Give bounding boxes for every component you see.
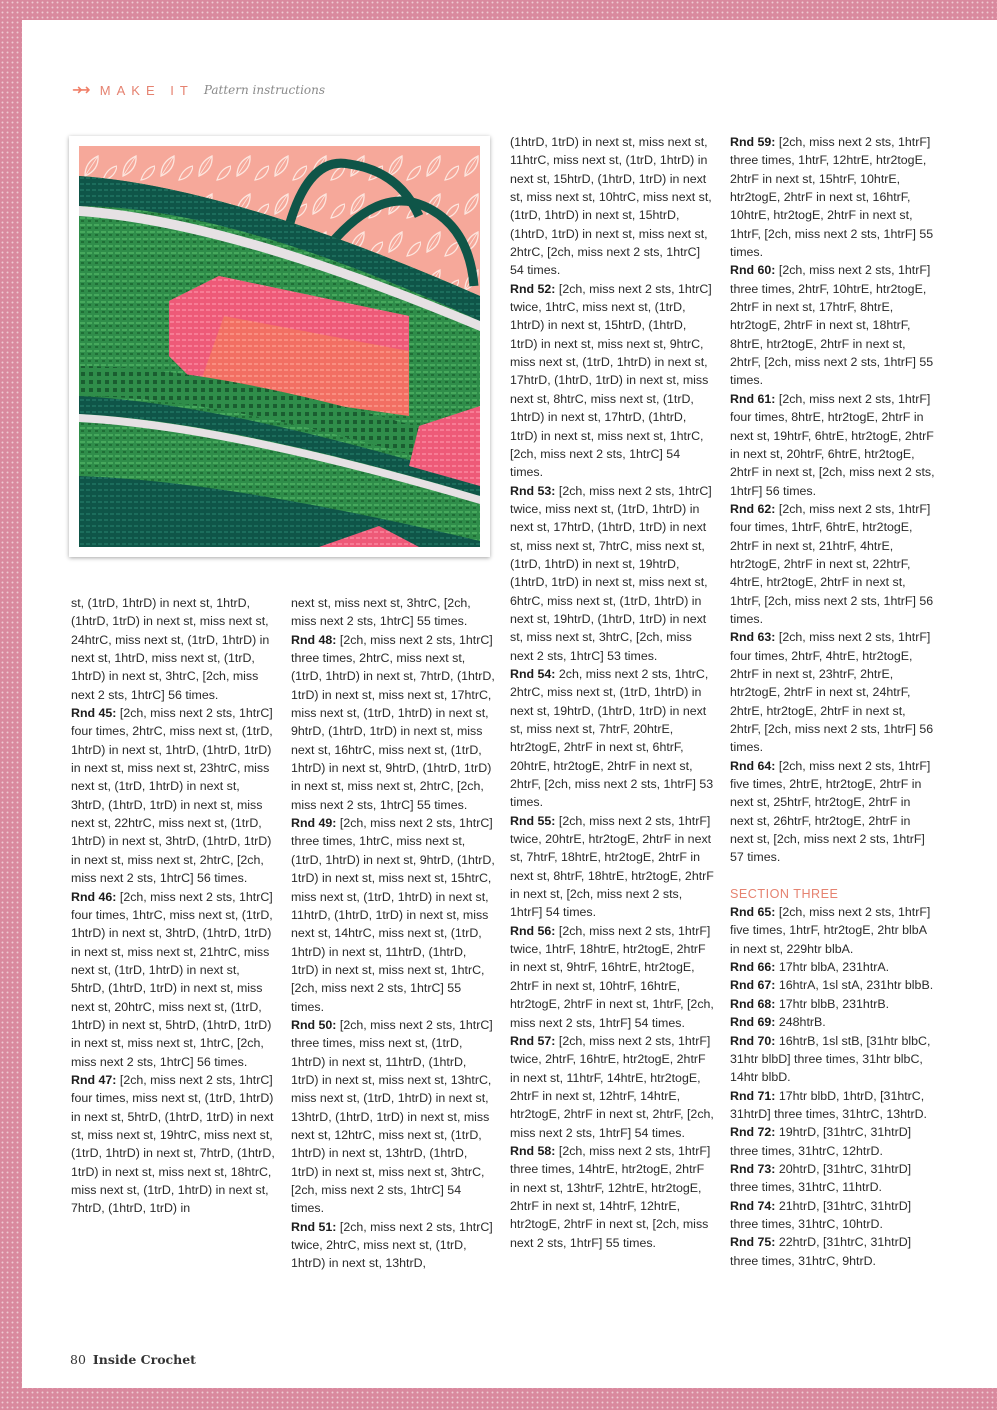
round-label: Rnd 67: bbox=[730, 978, 776, 993]
double-arrow-icon: ➜➜ bbox=[72, 82, 88, 97]
round-label: Rnd 73: bbox=[730, 1161, 776, 1176]
round-label: Rnd 63: bbox=[730, 630, 776, 645]
round-label: Rnd 47: bbox=[71, 1072, 117, 1087]
round-label: Rnd 55: bbox=[510, 813, 556, 828]
pattern-round: Rnd 63: [2ch, miss next 2 sts, 1htrF] four times, 2htrF, 4htrE, htr2togE, 2htrF in next st, 23htrF, 2htrE, htr2togE, 2htrF in next st, 24htrF, 2htrE, htr2togE, 2htrF in next st, 2htrF, [2ch, miss next 2 sts, 1htrF] 56 times. bbox=[730, 630, 934, 755]
page-footer bbox=[70, 1352, 196, 1367]
round-label: Rnd 75: bbox=[730, 1235, 776, 1250]
publication-name: Inside Crochet bbox=[92, 1352, 196, 1367]
photo-illustration bbox=[79, 146, 480, 547]
header-subtitle: Pattern instructions bbox=[203, 83, 326, 97]
pattern-text: (1htrD, 1trD) in next st, miss next st, 11htrC, miss next st, (1trD, 1htrD) in next st, 15htrD, (1htrD, 1trD) in next st, miss next st, 10htrC, miss next st, (1trD, 1htrD) in next st, 15htrD, (1htrD, 1trD) in next st, miss next st, 2htrC, [2ch, miss next 2 sts, 1htrC] 54 times. bbox=[510, 135, 712, 278]
round-label: Rnd 74: bbox=[730, 1198, 776, 1213]
round-label: Rnd 53: bbox=[510, 483, 556, 498]
round-label: Rnd 46: bbox=[71, 889, 117, 904]
page-number: 80 bbox=[70, 1352, 86, 1367]
pattern-round: Rnd 70: 16htrB, 1sl stB, [31htr blbC, 31htr blbD] three times, 31htr blbC, 14htr blbD. bbox=[730, 1033, 931, 1085]
pattern-round: Rnd 47: [2ch, miss next 2 sts, 1htrC] four times, miss next st, (1trD, 1htrD) in next st, 5htrD, (1htrD, 1trD) in next st, miss next st, 19htrC, miss next st, (1trD, 1htrD) in next st, 7htrD, (1htrD, 1trD) in next st, miss next st, 18htrC, miss next st, (1trD, 1htrD) in next st, 7htrD, (1htrD, 1trD) in bbox=[71, 1072, 275, 1216]
pattern-round: Rnd 69: 248htrB. bbox=[730, 1015, 826, 1030]
round-label: Rnd 60: bbox=[730, 263, 776, 278]
pattern-round: Rnd 57: [2ch, miss next 2 sts, 1htrF] twice, 2htrF, 16htrE, htr2togE, 2htrF in next st, 11htrF, 14htrE, htr2togE, 2htrF in next st, 12htrF, 14htrE, htr2togE, 2htrF in next st, 2htrF, [2ch, miss next 2 sts, 1htrF] 54 times. bbox=[510, 1033, 714, 1140]
column-2 bbox=[291, 594, 496, 1273]
pattern-text: st, (1trD, 1htrD) in next st, 1htrD, (1htrD, 1trD) in next st, miss next st, 24htrC, miss next st, (1trD, 1htrD) in next st, 1htrD, miss next st, (1trD, 1htrD) in next st, 3htrC, [2ch, miss next 2 sts, 1htrC] 56 times. bbox=[71, 596, 270, 702]
pattern-round: Rnd 54: 2ch, miss next 2 sts, 1htrC, 2htrC, miss next st, (1trD, 1htrD) in next st, 19htrD, (1htrD, 1trD) in next st, miss next st, 7htrF, 20htrE, htr2togE, 2htrF in next st, 6htrF, 20htrE, htr2togE, 2htrF in next st, 2htrF, [2ch, miss next 2 sts, 1htrF] 53 times. bbox=[510, 666, 714, 810]
pattern-round: Rnd 49: [2ch, miss next 2 sts, 1htrC] three times, 1htrC, miss next st, (1trD, 1htrD) in next st, 9htrD, (1htrD, 1trD) in next st, miss next st, 15htrC, miss next st, (1trD, 1htrD) in next st, 11htrD, (1htrD, 1trD) in next st, miss next st, 14htrC, miss next st, (1trD, 1htrD) in next st, 11htrD, (1htrD, 1trD) in next st, miss next st, 1htrC, [2ch, miss next 2 sts, 1htrC] 55 times. bbox=[291, 816, 495, 1014]
round-label: Rnd 69: bbox=[730, 1015, 776, 1030]
pattern-round: Rnd 45: [2ch, miss next 2 sts, 1htrC] four times, 2htrC, miss next st, (1trD, 1htrD) in next st, 1htrD, (1htrD, 1trD) in next st, miss next st, 23htrC, miss next st, (1trD, 1htrD) in next st, 3htrD, (1htrD, 1trD) in next st, miss next st, 22htrC, miss next st, (1trD, 1htrD) in next st, 3htrD, (1htrD, 1trD) in next st, miss next st, 2htrC, [2ch, miss next 2 sts, 1htrC] 56 times. bbox=[71, 706, 273, 886]
pattern-round: Rnd 52: [2ch, miss next 2 sts, 1htrC] twice, 1htrC, miss next st, (1trD, 1htrD) in next st, 15htrD, (1htrD, 1trD) in next st, miss next st, 9htrC, miss next st, (1trD, 1htrD) in next st, 17htrD, (1htrD, 1trD) in next st, miss next st, 8htrC, miss next st, (1trD, 1htrD) in next st, 17htrD, (1htrD, 1trD) in next st, miss next st, 1htrC, [2ch, miss next 2 sts, 1htrC] 54 times. bbox=[510, 281, 712, 480]
round-label: Rnd 65: bbox=[730, 905, 776, 920]
pattern-round: Rnd 66: 17htr blbA, 231htrA. bbox=[730, 960, 890, 975]
column-1 bbox=[71, 594, 276, 1218]
round-label: Rnd 49: bbox=[291, 816, 337, 831]
pattern-round: Rnd 71: 17htr blbD, 1htrD, [31htrC, 31htrD] three times, 31htrC, 13htrD. bbox=[730, 1088, 927, 1121]
pattern-round: Rnd 58: [2ch, miss next 2 sts, 1htrF] three times, 14htrE, htr2togE, 2htrF in next st, 13htrF, 12htrE, htr2togE, 2htrF in next st, 14htrF, 12htrE, htr2togE, 2htrF in next st, [2ch, miss next 2 sts, 1htrF] 55 times. bbox=[510, 1143, 711, 1250]
pattern-round: Rnd 64: [2ch, miss next 2 sts, 1htrF] five times, 2htrE, htr2togE, 2htrF in next st, 25htrF, htr2togE, 2htrF in next st, 26htrF, htr2togE, 2htrF in next st, [2ch, miss next 2 sts, 1htrF] 57 times. bbox=[730, 758, 931, 865]
round-label: Rnd 58: bbox=[510, 1143, 556, 1158]
pattern-round: Rnd 50: [2ch, miss next 2 sts, 1htrC] three times, miss next st, (1trD, 1htrD) in next st, 11htrD, (1htrD, 1trD) in next st, miss next st, 13htrC, miss next st, (1trD, 1htrD) in next st, 13htrD, (1htrD, 1trD) in next st, miss next st, 12htrC, miss next st, (1trD, 1htrD) in next st, 13htrD, (1htrD, 1trD) in next st, miss next st, 3htrC, [2ch, miss next 2 sts, 1htrC] 54 times. bbox=[291, 1017, 493, 1216]
pattern-round: Rnd 74: 21htrD, [31htrC, 31htrD] three times, 31htrC, 10htrD. bbox=[730, 1198, 912, 1231]
round-label: Rnd 64: bbox=[730, 758, 776, 773]
round-label: Rnd 70: bbox=[730, 1033, 776, 1048]
round-label: Rnd 66: bbox=[730, 960, 776, 975]
page-header bbox=[72, 80, 325, 100]
crochet-bag-photo bbox=[69, 136, 490, 557]
round-label: Rnd 62: bbox=[730, 501, 776, 516]
round-label: Rnd 61: bbox=[730, 391, 776, 406]
pattern-round: Rnd 59: [2ch, miss next 2 sts, 1htrF] three times, 1htrF, 12htrE, htr2togE, 2htrF in next st, 15htrF, 10htrE, htr2togE, 2htrF in next st, 16htrF, 10htrE, htr2togE, 2htrF in next st, 1htrF, [2ch, miss next 2 sts, 1htrF] 55 times. bbox=[730, 135, 934, 260]
column-4 bbox=[730, 133, 935, 1270]
section-three-heading: SECTION THREE bbox=[730, 886, 839, 901]
pattern-round: Rnd 67: 16htrA, 1sl stA, 231htr blbB. bbox=[730, 978, 934, 993]
section-label: MAKE IT bbox=[99, 82, 194, 98]
round-label: Rnd 51: bbox=[291, 1219, 337, 1234]
pattern-round: Rnd 61: [2ch, miss next 2 sts, 1htrF] four times, 8htrE, htr2togE, 2htrF in next st, 19htrF, 6htrE, htr2togE, 2htrF in next st, 20htrF, 6htrE, htr2togE, 2htrF in next st, [2ch, miss next 2 sts, 1htrF] 56 times. bbox=[730, 391, 935, 498]
round-label: Rnd 71: bbox=[730, 1088, 776, 1103]
round-label: Rnd 72: bbox=[730, 1125, 776, 1140]
pattern-round: Rnd 53: [2ch, miss next 2 sts, 1htrC] twice, miss next st, (1trD, 1htrD) in next st, 17htrD, (1htrD, 1trD) in next st, miss next st, 7htrC, miss next st, (1trD, 1htrD) in next st, 19htrD, (1htrD, 1trD) in next st, miss next st, 6htrC, miss next st, (1trD, 1htrD) in next st, 19htrD, (1htrD, 1trD) in next st, miss next st, 3htrC, [2ch, miss next 2 sts, 1htrC] 53 times. bbox=[510, 483, 712, 663]
pattern-round: Rnd 68: 17htr blbB, 231htrB. bbox=[730, 996, 890, 1011]
pattern-round: Rnd 65: [2ch, miss next 2 sts, 1htrF] five times, 1htrF, htr2togE, 2htr blbA in next st, 229htr blbA. bbox=[730, 905, 931, 956]
pattern-round: Rnd 62: [2ch, miss next 2 sts, 1htrF] four times, 1htrF, 6htrE, htr2togE, 2htrF in next st, 21htrF, 4htrE, htr2togE, 2htrF in next st, 22htrF, 4htrE, htr2togE, 2htrF in next st, 1htrF, [2ch, miss next 2 sts, 1htrF] 56 times. bbox=[730, 501, 934, 626]
pattern-round: Rnd 46: [2ch, miss next 2 sts, 1htrC] four times, 1htrC, miss next st, (1trD, 1htrD) in next st, 3htrD, (1htrD, 1trD) in next st, miss next st, 21htrC, miss next st, (1trD, 1htrD) in next st, 5htrD, (1htrD, 1trD) in next st, miss next st, 20htrC, miss next st, (1trD, 1htrD) in next st, 5htrD, (1htrD, 1trD) in next st, miss next st, 1htrC, [2ch, miss next 2 sts, 1htrC] 56 times. bbox=[71, 889, 273, 1069]
pattern-round: Rnd 75: 22htrD, [31htrC, 31htrD] three times, 31htrC, 9htrD. bbox=[730, 1235, 912, 1268]
round-label: Rnd 45: bbox=[71, 706, 117, 721]
pattern-round: Rnd 51: [2ch, miss next 2 sts, 1htrC] twice, 2htrC, miss next st, (1trD, 1htrD) in next st, 13htrD, bbox=[291, 1219, 493, 1271]
round-label: Rnd 50: bbox=[291, 1017, 337, 1032]
page bbox=[22, 20, 997, 1388]
round-label: Rnd 68: bbox=[730, 996, 776, 1011]
pattern-round: Rnd 73: 20htrD, [31htrC, 31htrD] three times, 31htrC, 11htrD. bbox=[730, 1161, 912, 1195]
pattern-round: Rnd 48: [2ch, miss next 2 sts, 1htrC] three times, 2htrC, miss next st, (1trD, 1htrD) in next st, 7htrD, (1htrD, 1trD) in next st, miss next st, 17htrC, miss next st, (1trD, 1htrD) in next st, 9htrD, (1htrD, 1trD) in next st, miss next st, 16htrC, miss next st, (1trD, 1htrD) in next st, 9htrD, (1htrD, 1trD) in next st, miss next st, 2htrC, [2ch, miss next 2 sts, 1htrC] 55 times. bbox=[291, 632, 495, 812]
column-3 bbox=[510, 133, 715, 1252]
pattern-round: Rnd 55: [2ch, miss next 2 sts, 1htrF] twice, 20htrE, htr2togE, 2htrF in next st, 7htrF, 18htrE, htr2togE, 2htrF in next st, 8htrF, 18htrE, htr2togE, 2htrF in next st, [2ch, miss next 2 sts, 1htrF] 54 times. bbox=[510, 813, 714, 920]
round-label: Rnd 59: bbox=[730, 135, 776, 149]
pattern-round: Rnd 56: [2ch, miss next 2 sts, 1htrF] twice, 1htrF, 18htrE, htr2togE, 2htrF in next st, 9htrF, 16htrE, htr2togE, 2htrF in next st, 10htrF, 16htrE, htr2togE, 2htrF in next st, 1htrF, [2ch, miss next 2 sts, 1htrF] 54 times. bbox=[510, 923, 714, 1030]
round-label: Rnd 56: bbox=[510, 923, 556, 938]
pattern-round: Rnd 72: 19htrD, [31htrC, 31htrD] three times, 31htrC, 12htrD. bbox=[730, 1125, 912, 1158]
round-label: Rnd 52: bbox=[510, 281, 556, 296]
round-label: Rnd 57: bbox=[510, 1033, 556, 1048]
pattern-round: Rnd 60: [2ch, miss next 2 sts, 1htrF] three times, 2htrF, 10htrE, htr2togE, 2htrF in next st, 17htrF, 8htrE, htr2togE, 2htrF in next st, 18htrF, 8htrE, htr2togE, 2htrF in next st, 2htrF, [2ch, miss next 2 sts, 1htrF] 55 times. bbox=[730, 263, 934, 388]
pattern-text: next st, miss next st, 3htrC, [2ch, miss next 2 sts, 1htrC] 55 times. bbox=[291, 596, 471, 629]
round-label: Rnd 54: bbox=[510, 666, 556, 681]
round-label: Rnd 48: bbox=[291, 632, 337, 647]
